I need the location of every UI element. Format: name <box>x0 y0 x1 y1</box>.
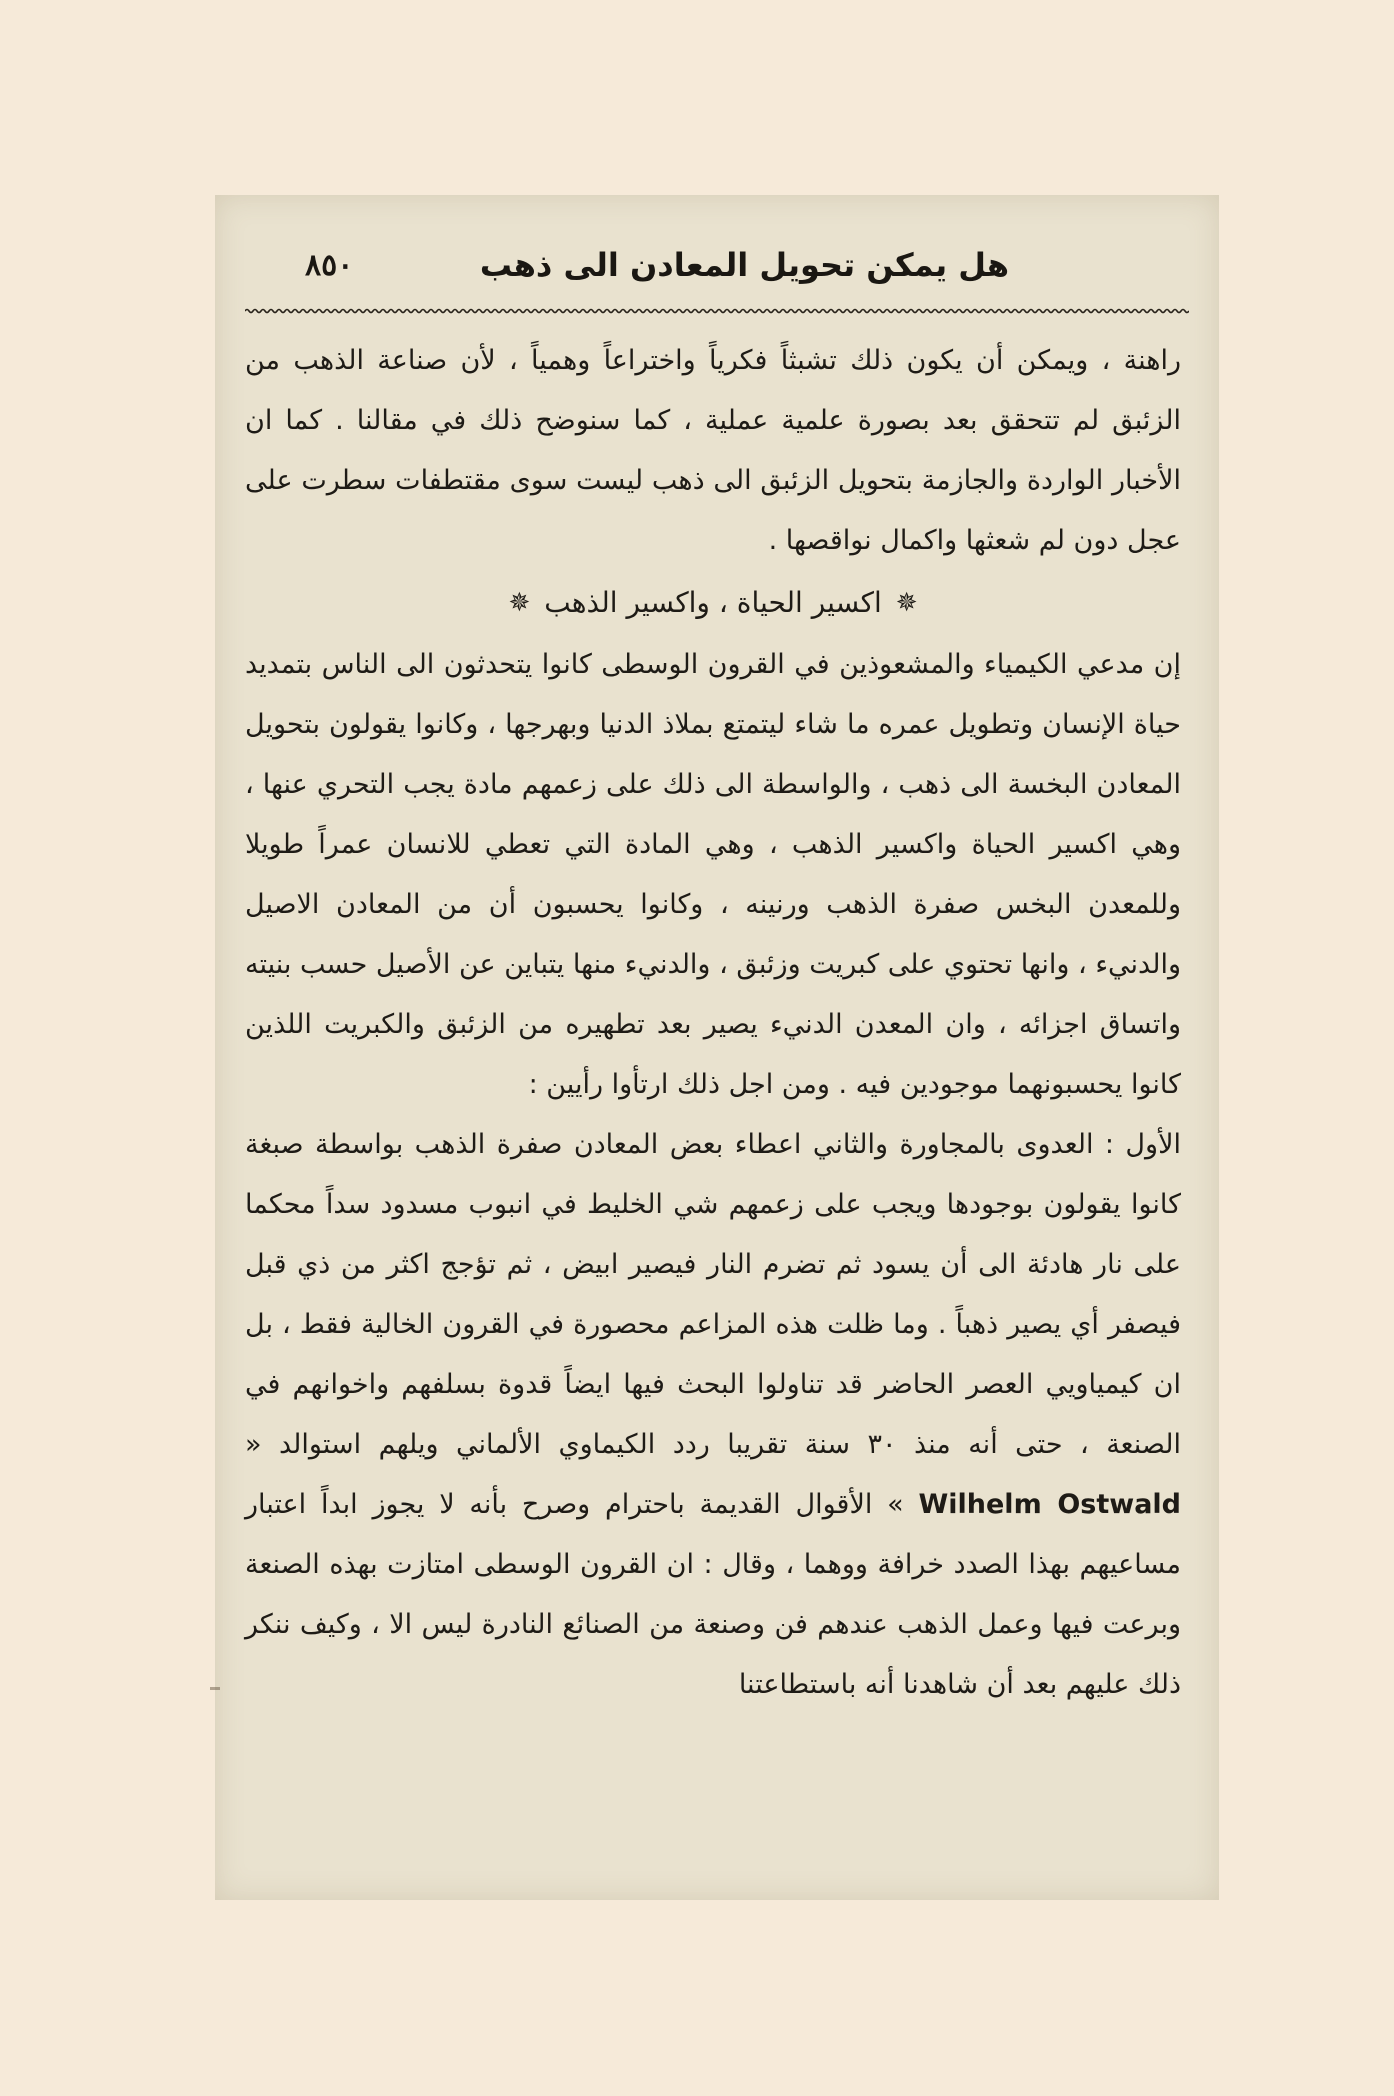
paragraph-3-part-1: الأول : العدوى بالمجاورة والثاني اعطاء بعض المعادن صفرة الذهب بواسطة صبغة كانوا يقولون بوجودها ويجب على زعمهم شي الخليط في انبوب مسدود سداً محكما على نار هادئة الى أن يسود ثم تضرم النار فيصير ابيض ، ثم تؤجج اكثر من ذي قبل فيصفر أي يصير ذهباً . وما ظلت هذه المزاعم محصورة في القرون الخالية فقط ، بل ان كيمياويي العصر الحاضر قد تناولوا البحث فيها ايضاً قدوة بسلفهم واخوانهم في الصنعة ، حتى أنه منذ ٣٠ سنة تقريبا ردد الكيماوي الألماني ويلهم استوالد « <box>245 1129 1181 1460</box>
body-text <box>245 331 1181 1860</box>
section-heading <box>245 571 1181 635</box>
running-title: هل يمكن تحويل المعادن الى ذهب <box>479 246 1009 284</box>
paragraph-2: إن مدعي الكيمياء والمشعوذين في القرون الوسطى كانوا يتحدثون الى الناس بتمديد حياة الإنسان وتطويل عمره ما شاء ليتمتع بملاذ الدنيا وبهرجها ، وكانوا يقولون بتحويل المعادن البخسة الى ذهب ، والواسطة الى ذلك على زعمهم مادة يجب التحري عنها ، وهي اكسير الحياة واكسير الذهب ، وهي المادة التي تعطي للانسان عمراً طويلا وللمعدن البخس صفرة الذهب ورنينه ، وكانوا يحسبون أن من المعادن الاصيل والدنيء ، وانها تحتوي على كبريت وزئبق ، والدنيء منها يتباين عن الأصيل حسب بنيته واتساق اجزائه ، وان المعدن الدنيء يصير بعد تطهيره من الزئبق والكبريت اللذين كانوا يحسبونهما موجودين فيه . ومن اجل ذلك ارتأوا رأيين : <box>245 649 1181 1100</box>
book-page <box>215 195 1219 1900</box>
paragraph-3-part-2: » الأقوال القديمة باحترام وصرح بأنه لا يجوز ابداً اعتبار مساعيهم بهذا الصدد خرافة ووهما ، وقال : ان القرون الوسطى امتازت بهذه الصنعة وبرعت فيها وعمل الذهب عندهم فن وصنعة من الصنائع النادرة ليس الا ، وكيف ننكر ذلك عليهم بعد أن شاهدنا أنه باستطاعتنا <box>245 1489 1181 1700</box>
star-ornament-icon: ✵ <box>895 588 918 618</box>
page-number: ٨٥٠ <box>305 247 354 283</box>
page-header <box>245 235 1189 295</box>
section-heading-text: اكسير الحياة ، واكسير الذهب <box>544 586 882 619</box>
paragraph-3 <box>245 1115 1181 1715</box>
header-wavy-rule <box>245 307 1189 315</box>
latin-name-wilhelm-ostwald: Wilhelm Ostwald <box>918 1489 1181 1520</box>
page-speck <box>210 1687 220 1690</box>
paragraph-1: راهنة ، ويمكن أن يكون ذلك تشبثاً فكرياً واختراعاً وهمياً ، لأن صناعة الذهب من الزئبق لم تتحقق بعد بصورة علمية عملية ، كما سنوضح ذلك في مقالنا . كما ان الأخبار الواردة والجازمة بتحويل الزئبق الى ذهب ليست سوى مقتطفات سطرت على عجل دون لم شعثها واكمال نواقصها . <box>245 345 1181 556</box>
star-ornament-icon: ✵ <box>508 588 531 618</box>
